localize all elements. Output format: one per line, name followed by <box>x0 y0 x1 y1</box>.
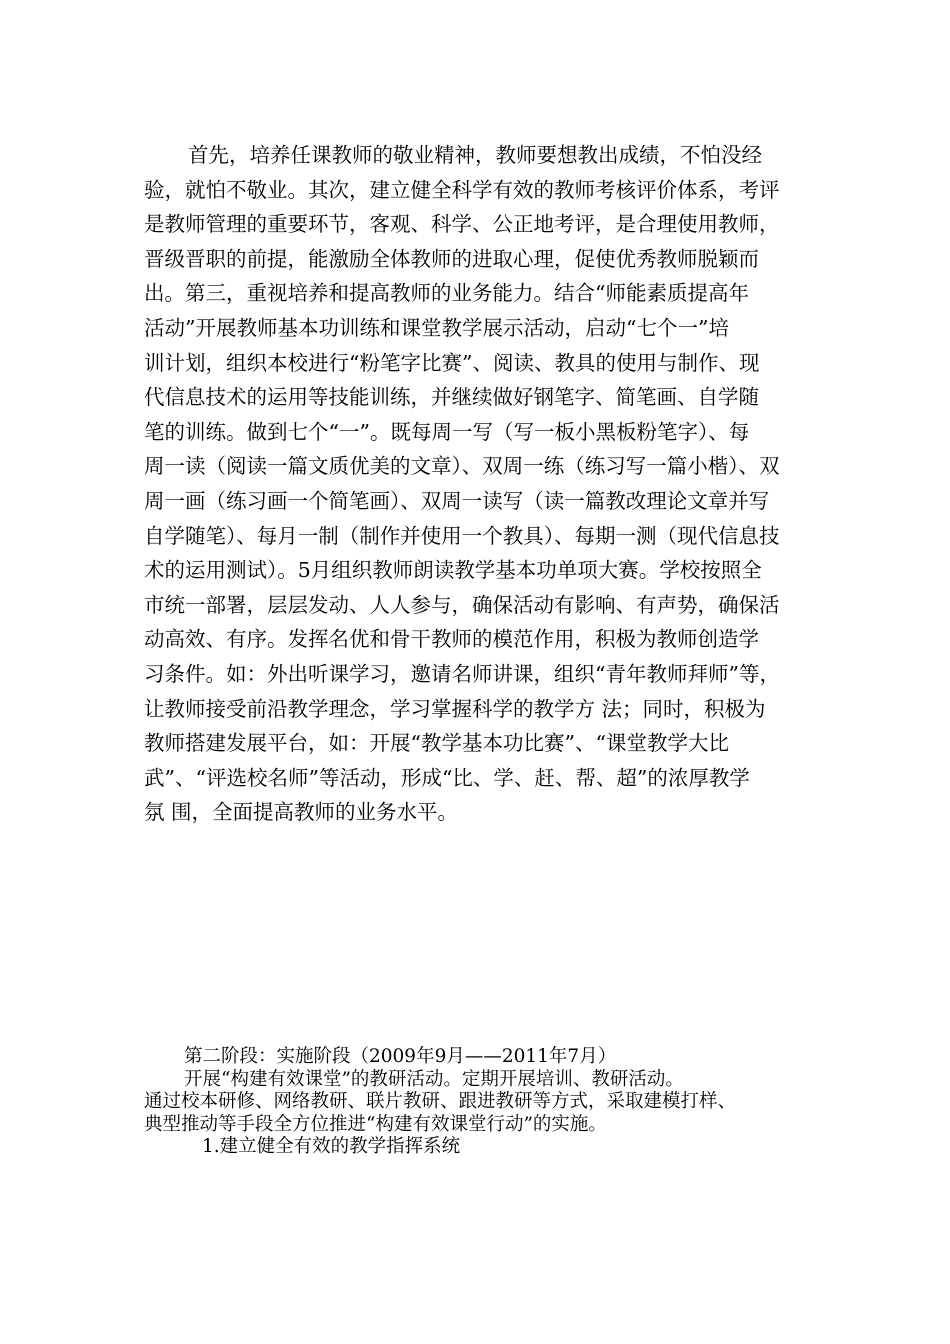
text-line: 训计划，组织本校进行“粉笔字比赛”、阅读、教具的使用与制作、现 <box>144 350 760 375</box>
text-line: 习条件。如：外出听课学习，邀请名师讲课，组织“青年教师拜师”等， <box>144 661 780 686</box>
list-item-heading: 1.建立健全有效的教学指挥系统 <box>202 1136 461 1157</box>
paragraph-teacher-training <box>144 138 824 830</box>
text-line: 活动”开展教师基本功训练和课堂教学展示活动，启动“七个一”培 <box>144 315 729 340</box>
text-line: 动高效、有序。发挥名优和骨干教师的模范作用，积极为教师创造学 <box>144 627 759 652</box>
text-line: 典型推动等手段全方位推进“构建有效课堂行动”的实施。 <box>144 1113 607 1135</box>
text-line: 开展“构建有效课堂”的教研活动。定期开展培训、教研活动。 <box>184 1068 684 1090</box>
text-line: 周一读（阅读一篇文质优美的文章）、双周一练（练习写一篇小楷）、双 <box>144 454 780 479</box>
text-line: 验，就怕不敬业。其次，建立健全科学有效的教师考核评价体系，考评 <box>144 177 780 202</box>
stage-two-heading: 第二阶段：实施阶段（2009年9月——2011年7月） <box>184 1046 617 1067</box>
text-line: 周一画（练习画一个简笔画）、双周一读写（读一篇教改理论文章并写 <box>144 488 770 513</box>
text-line: 出。第三，重视培养和提高教师的业务能力。结合“师能素质提高年 <box>144 281 749 306</box>
stage-two-section <box>144 1046 834 1159</box>
text-line: 武”、“评选校名师”等活动，形成“比、学、赶、帮、超”的浓厚教学 <box>144 765 750 790</box>
text-line: 是教师管理的重要环节，客观、科学、公正地考评，是合理使用教师， <box>144 212 780 237</box>
text-line: 让教师接受前沿教学理念，学习掌握科学的教学方 法；同时，积极为 <box>144 696 766 721</box>
text-line: 代信息技术的运用等技能训练，并继续做好钢笔字、简笔画、自学随 <box>144 385 759 410</box>
text-line: 笔的训练。做到七个“一”。既每周一写（写一板小黑板粉笔字）、每 <box>144 419 750 444</box>
text-line: 教师搭建发展平台，如：开展“教学基本功比赛”、“课堂教学大比 <box>144 731 729 756</box>
text-line: 晋级晋职的前提，能激励全体教师的进取心理，促使优秀教师脱颖而 <box>144 246 759 271</box>
text-line: 氛 围，全面提高教师的业务水平。 <box>144 800 459 825</box>
text-line: 市统一部署，层层发动、人人参与，确保活动有影响、有声势，确保活 <box>144 592 780 617</box>
text-line: 术的运用测试）。5月组织教师朗读教学基本功单项大赛。学校按照全 <box>144 558 762 583</box>
text-line: 首先，培养任课教师的敬业精神，教师要想教出成绩，不怕没经 <box>188 143 762 167</box>
text-line: 通过校本研修、网络教研、联片教研、跟进教研等方式，采取建模打样、 <box>144 1091 737 1112</box>
text-line: 自学随笔）、每月一制（制作并使用一个教具）、每期一测（现代信息技 <box>144 523 780 548</box>
